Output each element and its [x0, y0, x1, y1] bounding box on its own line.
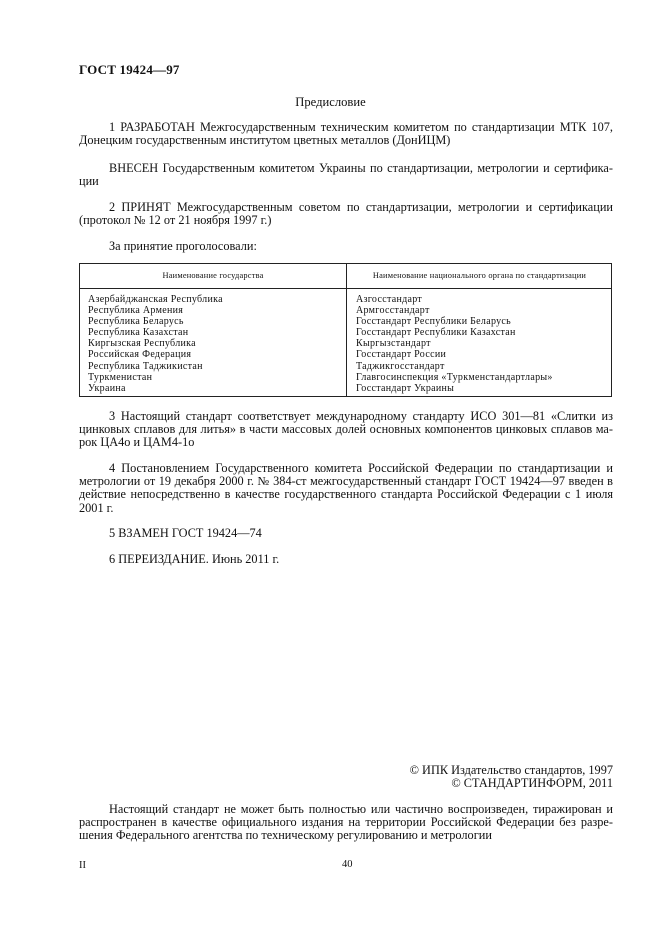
- table-cell: Госстандарт Республики Казахстан: [356, 327, 516, 339]
- table-cell: Таджикгосстандарт: [356, 360, 445, 372]
- voting-table: [79, 263, 612, 397]
- table-cell: Азербайджанская Республика: [88, 294, 223, 305]
- table-cell: Киргызская Республика: [88, 338, 196, 350]
- table-header-body: Наименование национального органа по стандартизации: [372, 271, 587, 280]
- item-replaces: 5 ВЗАМЕН ГОСТ 19424—74: [109, 526, 262, 540]
- table-cell: Армгосстандарт: [356, 305, 430, 317]
- page-number: 40: [342, 859, 353, 870]
- table-cell: Республика Таджикистан: [88, 360, 203, 372]
- copyright-line-2: © СТАНДАРТИНФОРМ, 2011: [451, 776, 613, 790]
- roman-page-number: II: [79, 860, 86, 871]
- item-conformity: 3 Настоящий стандарт соответствует международному стандарту ИСО 301—81 «Слитки из цинковых сплавов для литья» в части массовых долей основных компонентов цинковых сплавов ма-рок ЦА4о и ЦАМ4-1о: [79, 409, 613, 450]
- item-decree: 4 Постановлением Государственного комитета Российской Федерации по стандартизации и метрологии от 19 декабря 2000 г. № 384-ст межгосударственный стандарт ГОСТ 19424—97 введен в действие непосредственно в качестве государственного стандарта Российской Федерации с 1 июля 2001 г.: [79, 461, 613, 515]
- table-cell: Госстандарт Украины: [356, 382, 455, 394]
- table-cell: Азгосстандарт: [356, 294, 423, 305]
- table-cell: Туркменистан: [88, 371, 153, 383]
- item-reissue: 6 ПЕРЕИЗДАНИЕ. Июнь 2011 г.: [109, 552, 280, 566]
- item-developed: 1 РАЗРАБОТАН Межгосударственным техническим комитетом по стандартизации МТК 107, Донецким государственным институтом цветных металлов (ДонИЦМ): [79, 120, 613, 148]
- table-cell: Республика Казахстан: [88, 327, 189, 339]
- table-column-divider: [346, 264, 347, 396]
- table-cell: Кыргызстандарт: [356, 338, 431, 350]
- table-cell: Республика Беларусь: [88, 316, 184, 328]
- document-code: ГОСТ 19424—97: [79, 62, 180, 77]
- page-title: Предисловие: [295, 95, 366, 109]
- table-column-states: [88, 294, 223, 394]
- table-cell: Российская Федерация: [88, 349, 192, 361]
- table-header-state: Наименование государства: [162, 271, 264, 280]
- table-column-bodies: [356, 294, 553, 394]
- voted-label: За принятие проголосовали:: [109, 239, 257, 253]
- table-cell: Главгосинспекция «Туркменстандартлары»: [356, 371, 553, 383]
- reproduction-notice: Настоящий стандарт не может быть полностью или частично воспроизведен, тиражирован и распространен в качестве официального издания на территории Российской Федерации без разре-шения Федерального агентства по техническому регулированию и метрологии: [79, 802, 613, 843]
- table-cell: Республика Армения: [88, 305, 184, 317]
- item-accepted: 2 ПРИНЯТ Межгосударственным советом по стандартизации, метрологии и сертификации (протокол № 12 от 21 ноября 1997 г.): [79, 200, 613, 228]
- table-header-divider: [80, 288, 611, 289]
- table-cell: Украина: [88, 382, 126, 394]
- copyright-line-1: © ИПК Издательство стандартов, 1997: [409, 763, 613, 777]
- table-cell: Госстандарт Республики Беларусь: [356, 316, 512, 328]
- item-introduced: ВНЕСЕН Государственным комитетом Украины по стандартизации, метрологии и сертифика-ции: [79, 161, 613, 189]
- table-cell: Госстандарт России: [356, 349, 447, 361]
